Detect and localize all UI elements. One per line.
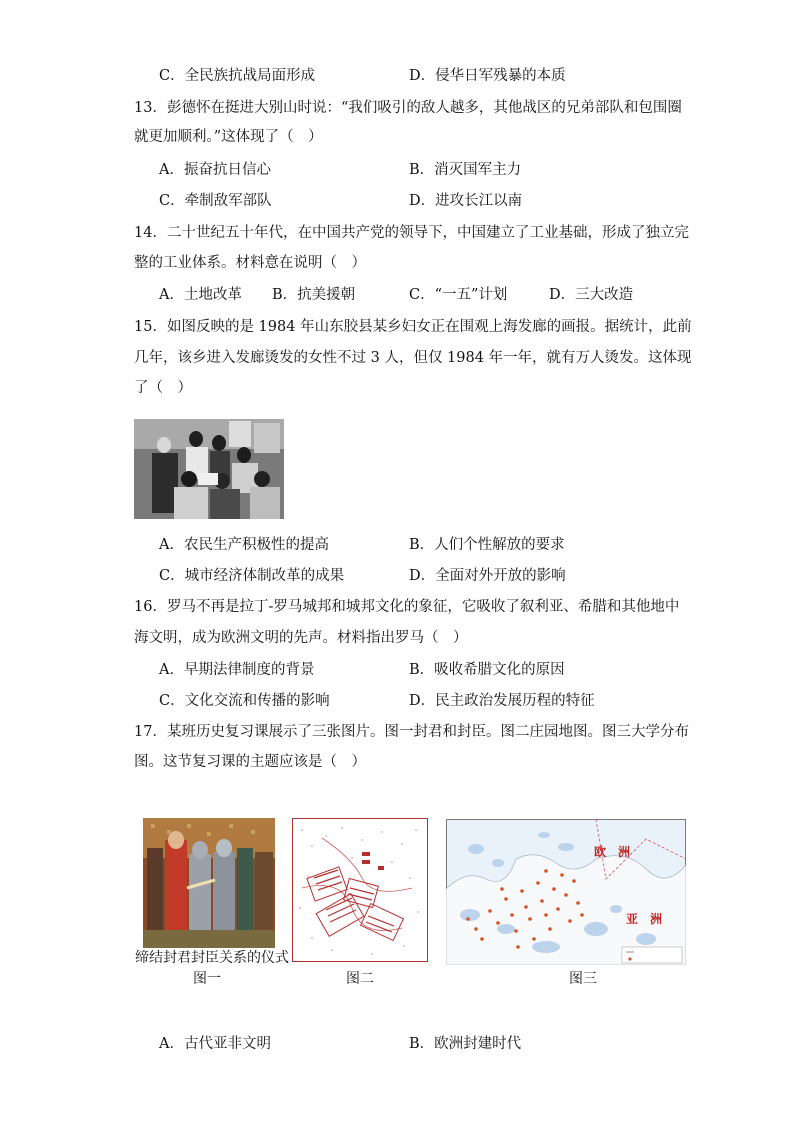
q14-stem-line1: 14．二十世纪五十年代，在中国共产党的领导下，中国建立了工业基础，形成了独立完 bbox=[134, 225, 689, 241]
map-legend-box bbox=[622, 947, 682, 963]
q16-stem-line1: 16．罗马不再是拉丁-罗马城邦和城邦文化的象征，它吸收了叙利亚、希腊和其他地中 bbox=[134, 599, 680, 615]
q17-figure2-label: 图二 bbox=[346, 971, 374, 987]
q17-figure3-label: 图三 bbox=[569, 971, 597, 987]
q17-figure1-caption: 缔结封君封臣关系的仪式 bbox=[135, 950, 289, 966]
q16-option-d[interactable]: D．民主政治发展历程的特征 bbox=[409, 693, 595, 709]
q15-stem-line2: 几年，该乡进入发廊烫发的女性不过 3 人，但仅 1984 年一年，就有万人烫发。这体现 bbox=[134, 350, 692, 366]
q12-option-d[interactable]: D．侵华日军残暴的本质 bbox=[409, 68, 566, 84]
map-label-asia: 亚 洲 bbox=[626, 912, 663, 926]
q17-option-a[interactable]: A．古代亚非文明 bbox=[159, 1036, 271, 1052]
q13-option-d[interactable]: D．进攻长江以南 bbox=[409, 193, 523, 209]
q17-figure3-university-map bbox=[446, 819, 686, 965]
q13-option-c[interactable]: C．牵制敌军部队 bbox=[159, 193, 272, 209]
q13-stem-line1: 13．彭德怀在挺进大别山时说：“我们吸引的敌人越多，其他战区的兄弟部队和包围圈 bbox=[134, 100, 682, 116]
q17-stem-line1: 17．某班历史复习课展示了三张图片。图一封君和封臣。图二庄园地图。图三大学分布 bbox=[134, 724, 689, 740]
q17-figure1-label: 图一 bbox=[193, 971, 221, 987]
q16-stem-line2: 海文明，成为欧洲文明的先声。材料指出罗马（ ） bbox=[134, 630, 468, 646]
q12-option-c[interactable]: C．全民族抗战局面形成 bbox=[159, 68, 316, 84]
q13-option-b[interactable]: B．消灭国军主力 bbox=[409, 162, 522, 178]
q15-option-b[interactable]: B．人们个性解放的要求 bbox=[409, 537, 565, 553]
q17-figure1-investiture-painting bbox=[143, 818, 275, 948]
q16-option-a[interactable]: A．早期法律制度的背景 bbox=[159, 662, 315, 678]
q14-option-d[interactable]: D．三大改造 bbox=[549, 287, 634, 303]
q16-option-b[interactable]: B．吸收希腊文化的原因 bbox=[409, 662, 565, 678]
q14-option-b[interactable]: B．抗美援朝 bbox=[272, 287, 356, 303]
q17-stem-line2: 图。这节复习课的主题应该是（ ） bbox=[134, 754, 366, 770]
q15-stem-line3: 了（ ） bbox=[134, 380, 192, 396]
q14-option-c[interactable]: C．“一五”计划 bbox=[409, 287, 508, 303]
q16-option-c[interactable]: C．文化交流和传播的影响 bbox=[159, 693, 330, 709]
q15-option-a[interactable]: A．农民生产积极性的提高 bbox=[159, 537, 329, 553]
q17-option-b[interactable]: B．欧洲封建时代 bbox=[409, 1036, 522, 1052]
q15-stem-line1: 15．如图反映的是 1984 年山东胶县某乡妇女正在围观上海发廊的画报。据统计，此前 bbox=[134, 319, 692, 335]
q15-option-c[interactable]: C．城市经济体制改革的成果 bbox=[159, 568, 345, 584]
q15-photo-women-viewing-magazine bbox=[134, 419, 284, 519]
q17-figure2-manor-map bbox=[292, 818, 428, 962]
q13-stem-line2: 就更加顺利。”这体现了（ ） bbox=[134, 129, 323, 145]
q14-option-a[interactable]: A．土地改革 bbox=[159, 287, 242, 303]
q13-option-a[interactable]: A．振奋抗日信心 bbox=[159, 162, 271, 178]
q14-stem-line2: 整的工业体系。材料意在说明（ ） bbox=[134, 255, 366, 271]
map-label-europe: 欧 洲 bbox=[594, 845, 631, 859]
q15-option-d[interactable]: D．全面对外开放的影响 bbox=[409, 568, 566, 584]
